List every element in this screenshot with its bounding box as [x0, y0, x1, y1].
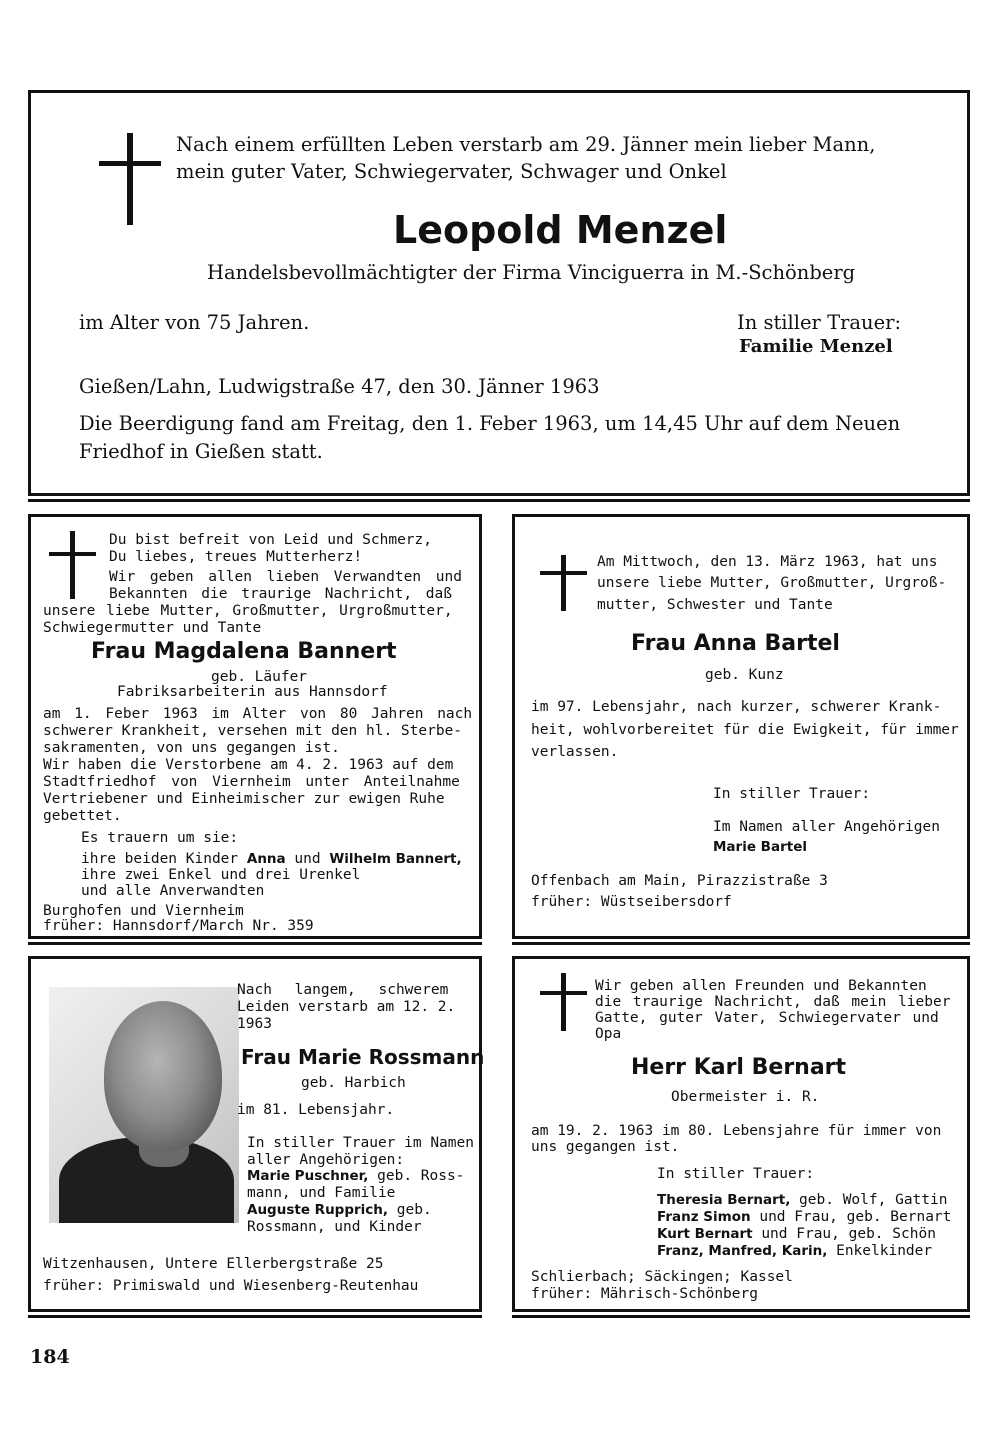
intro-line: Gatte, guter Vater, Schwiegervater und [595, 1010, 939, 1026]
relatives-line: Im Namen aller Angehörigen [713, 819, 940, 835]
intro-line: Schwiegermutter und Tante [43, 620, 262, 636]
intro-line: 1963 [237, 1016, 272, 1032]
former-place-line: früher: Wüstseibersdorf [531, 894, 732, 910]
child-name: Anna [246, 851, 286, 867]
relative-line: Franz Simon und Frau, geb. Bernart [657, 1209, 952, 1225]
place-line: Burghofen und Viernheim [43, 903, 244, 919]
body-line: am 1. Feber 1963 im Alter von 80 Jahren nach [43, 706, 473, 722]
intro-line: unsere liebe Mutter, Großmutter, Urgroßmutter, [43, 603, 453, 619]
relative-line: mann, und Familie [247, 1185, 396, 1201]
relative-name: Franz Simon [657, 1209, 751, 1225]
page-number: 184 [30, 1346, 70, 1368]
deceased-title: Handelsbevollmächtigter der Firma Vinciguerra in M.-Schönberg [207, 261, 856, 284]
deceased-name: Herr Karl Bernart [631, 1055, 847, 1080]
obituary-leopold-menzel [28, 90, 970, 496]
age-text: im Alter von 75 Jahren. [79, 311, 310, 334]
relative-name: Franz, Manfred, Karin, [657, 1243, 828, 1259]
obituary-marie-rossmann [28, 956, 485, 1312]
family-name: Familie Menzel [739, 336, 893, 357]
signer-name: Marie Bartel [713, 839, 807, 855]
funeral-line-2: Friedhof in Gießen statt. [79, 440, 323, 463]
funeral-line-1: Die Beerdigung fand am Freitag, den 1. Feber 1963, um 14,45 Uhr auf dem Neuen [79, 412, 901, 435]
deceased-name: Leopold Menzel [393, 208, 728, 252]
relative-line: Kurt Bernart und Frau, geb. Schön [657, 1226, 936, 1242]
obituary-karl-bernart [512, 956, 970, 1312]
relative-line: Rossmann, und Kinder [247, 1219, 422, 1235]
relative-line: Franz, Manfred, Karin, Enkelkinder [657, 1243, 933, 1259]
relative-line: Auguste Rupprich, geb. [247, 1202, 432, 1218]
relative-name: Theresia Bernart, [657, 1192, 791, 1208]
children-line: ihre beiden Kinder Anna und Wilhelm Bannert, [81, 851, 462, 867]
body-line: uns gegangen ist. [531, 1139, 680, 1155]
age-text: im 81. Lebensjahr. [237, 1102, 395, 1118]
mourning-label: In stiller Trauer: [737, 311, 902, 334]
obituary-anna-bartel [512, 514, 970, 939]
former-place-line: früher: Mährisch-Schönberg [531, 1286, 758, 1302]
maiden-name: geb. Läufer [211, 669, 308, 685]
maiden-name: geb. Harbich [301, 1075, 406, 1091]
intro-line: unsere liebe Mutter, Großmutter, Urgroß- [597, 575, 947, 591]
body-line: Wir haben die Verstorbene am 4. 2. 1963 auf dem [43, 757, 454, 773]
deceased-name: Frau Anna Bartel [631, 631, 840, 656]
mourning-line: In stiller Trauer im Namen [247, 1135, 474, 1151]
place-line: Offenbach am Main, Pirazzistraße 3 [531, 873, 828, 889]
place-line: Witzenhausen, Untere Ellerbergstraße 25 [43, 1256, 384, 1272]
mourning-label: In stiller Trauer: [657, 1166, 815, 1182]
relative-name: Auguste Rupprich, [247, 1202, 389, 1218]
intro-line: Am Mittwoch, den 13. März 1963, hat uns [597, 554, 938, 570]
obituary-magdalena-bannert [28, 514, 482, 939]
intro-line: Du bist befreit von Leid und Schmerz, [109, 532, 433, 548]
mourning-line: aller Angehörigen: [247, 1152, 405, 1168]
body-line: Vertriebener und Einheimischer zur ewigen Ruhe [43, 791, 445, 807]
intro-line: Wir geben allen Freunden und Bekannten [595, 978, 927, 994]
body-line: Stadtfriedhof von Viernheim unter Anteilnahme [43, 774, 460, 790]
mourning-label: Es trauern um sie: [81, 830, 239, 846]
deceased-name: Frau Magdalena Bannert [91, 639, 397, 664]
deceased-title: Obermeister i. R. [671, 1089, 820, 1105]
body-line: verlassen. [531, 744, 619, 760]
former-place-line: früher: Hannsdorf/March Nr. 359 [43, 918, 314, 934]
intro-line: Opa [595, 1026, 622, 1042]
child-name: Wilhelm Bannert, [329, 851, 462, 867]
intro-line-2: mein guter Vater, Schwiegervater, Schwager und Onkel [176, 160, 727, 183]
intro-line: die traurige Nachricht, daß mein lieber [595, 994, 951, 1010]
address-date: Gießen/Lahn, Ludwigstraße 47, den 30. Jänner 1963 [79, 375, 600, 398]
body-line: heit, wohlvorbereitet für die Ewigkeit, für immer [531, 722, 959, 738]
body-line: am 19. 2. 1963 im 80. Lebensjahre für immer von [531, 1123, 942, 1139]
occupation: Fabriksarbeiterin aus Hannsdorf [117, 684, 388, 700]
portrait-photo [49, 987, 239, 1223]
relatives-line: und alle Anverwandten [81, 883, 265, 899]
relative-name: Marie Puschner, [247, 1168, 369, 1184]
body-line: im 97. Lebensjahr, nach kurzer, schwerer Krank- [531, 699, 942, 715]
body-line: gebettet. [43, 808, 122, 824]
intro-line: Du liebes, treues Mutterherz! [109, 549, 363, 565]
relatives-line: ihre zwei Enkel und drei Urenkel [81, 867, 361, 883]
mourning-label: In stiller Trauer: [713, 786, 871, 802]
place-line: Schlierbach; Säckingen; Kassel [531, 1269, 793, 1285]
intro-line: Nach langem, schwerem [237, 982, 449, 998]
intro-line: Leiden verstarb am 12. 2. [237, 999, 456, 1015]
body-line: sakramenten, von uns gegangen ist. [43, 740, 340, 756]
deceased-name: Frau Marie Rossmann [241, 1045, 485, 1069]
intro-line: mutter, Schwester und Tante [597, 597, 833, 613]
relative-name: Kurt Bernart [657, 1226, 753, 1242]
intro-line: Bekannten die traurige Nachricht, daß [109, 586, 453, 602]
body-line: schwerer Krankheit, versehen mit den hl. Sterbe- [43, 723, 463, 739]
maiden-name: geb. Kunz [705, 667, 784, 683]
intro-line-1: Nach einem erfüllten Leben verstarb am 29. Jänner mein lieber Mann, [176, 133, 876, 156]
intro-line: Wir geben allen lieben Verwandten und [109, 569, 463, 585]
relative-line: Marie Puschner, geb. Ross- [247, 1168, 465, 1184]
former-place-line: früher: Primiswald und Wiesenberg-Reutenhau [43, 1278, 419, 1294]
relative-line: Theresia Bernart, geb. Wolf, Gattin [657, 1192, 948, 1208]
